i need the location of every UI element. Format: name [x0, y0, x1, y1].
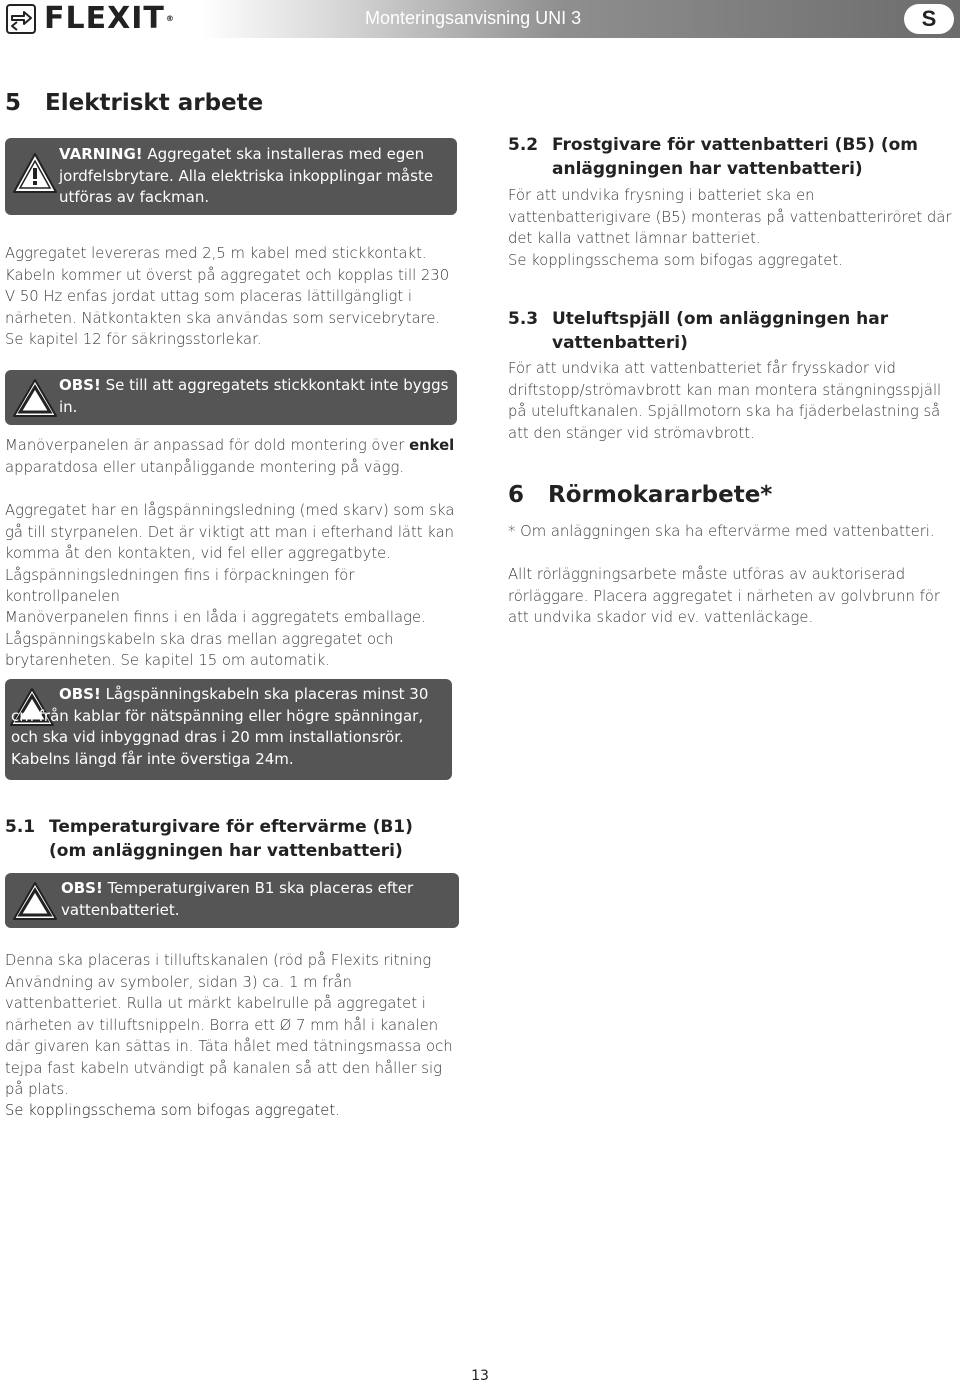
page-number: 13 — [471, 1368, 489, 1384]
section-5-heading — [5, 90, 263, 116]
paragraph: Se kopplingsschema som bifogas aggregatet. — [5, 1102, 340, 1119]
obs-box — [5, 679, 452, 780]
section-number: 5.3 — [508, 309, 539, 329]
warning-box — [5, 138, 457, 215]
warning-label: VARNING! — [59, 145, 143, 163]
brand-logo — [6, 3, 175, 35]
section-5-2-heading — [508, 133, 948, 181]
paragraph: Denna ska placeras i tilluftskanalen (röd på Flexits ritning Användning av symboler, sidan 3) ca. 1 m från vattenbatteriet. Rulla ut märkt kabelrulle på aggregatet i närheten av tilluftsnippeln. Borra ett Ø 7 mm hål i kanalen där givaren kan sättas in. Täta hålet med tätningsmassa och tejpa fast kabeln utvändigt på kanalen så att den håller sig på plats. — [5, 952, 453, 1098]
brand-name: FLEXIT® — [44, 1, 175, 36]
obs-label: OBS! — [61, 879, 103, 897]
paragraph: Manöverpanelen är anpassad för dold montering över enkel apparatdosa eller utanpåliggande montering på vägg. — [5, 437, 455, 476]
paragraph: Aggregatet har en lågspänningsledning (med skarv) som ska gå till styrpanelen. Det är viktigt att man i efterhand lätt kan komma åt den kontakten, vid fel eller aggregatbyte. Lågspänningsledningen fins i förpackningen för kontrollpanelen — [5, 502, 455, 605]
emphasis: enkel — [409, 437, 455, 454]
section-title: Frostgivare för vattenbatteri (B5) (om anläggningen har vattenbatteri) — [552, 135, 918, 179]
warning-triangle-icon — [12, 881, 58, 921]
section-number: 5.1 — [5, 817, 36, 837]
section-number: 6 — [508, 482, 525, 508]
paragraph: Se kopplingsschema som bifogas aggregatet. — [508, 252, 843, 269]
language-badge: S — [904, 4, 954, 34]
warning-icon — [12, 152, 58, 194]
obs-box — [5, 370, 457, 425]
obs-label: OBS! — [59, 376, 101, 394]
section-title: Temperaturgivare för eftervärme (B1) (om anläggningen har vattenbatteri) — [49, 817, 413, 861]
paragraph: Aggregatet levereras med 2,5 m kabel med stickkontakt. Kabeln kommer ut överst på aggregatet och kopplas till 230 V 50 Hz enfas jordat uttag som placeras lättillgängligt i närheten. Nätkontakten ska användas som servicebrytare. Se kapitel 12 för säkringsstorlekar. — [5, 245, 450, 348]
obs-text: OBS! Temperaturgivaren B1 ska placeras efter vattenbatteriet. — [61, 879, 414, 919]
section-title: Rörmokararbete* — [548, 482, 773, 508]
document-title: Monteringsanvisning UNI 3 — [365, 8, 582, 28]
obs-text: OBS! Lågspänningskabeln ska placeras minst 30 cm från kablar för nätspänning eller högre spänningar, och ska vid inbyggnad dras i 20 mm installationsrör. Kabelns längd får inte överstiga 24m. — [11, 685, 429, 768]
obs-text: OBS! Se till att aggregatets stickkontakt inte byggs in. — [59, 376, 449, 416]
section-title: Uteluftspjäll (om anläggningen har vattenbatteri) — [552, 309, 889, 353]
paragraph: Manöverpanelen finns i en låda i aggregatets emballage. Lågspänningskabeln ska dras mellan aggregatet och brytarenheten. Se kapitel 15 om automatik. — [5, 609, 426, 669]
flexit-logo-icon — [6, 4, 36, 34]
section-5-1-heading — [5, 815, 455, 863]
section-6-heading — [508, 482, 772, 508]
footnote: * Om anläggningen ska ha eftervärme med vattenbatteri. — [508, 523, 935, 540]
paragraph: För att undvika att vattenbatteriet får frysskador vid driftstopp/strömavbrott kan man montera stängningsspjäll på uteluftkanalen. Spjällmotorn ska ha fjäderbelastning så att den stänger vid strömavbrott. — [508, 360, 942, 442]
section-5-3-heading — [508, 307, 948, 355]
paragraph: Allt rörläggningsarbete måste utföras av auktoriserad rörläggare. Placera aggregatet i närheten av golvbrunn för att undvika skador vid ev. vattenläckage. — [508, 566, 940, 626]
obs-label: OBS! — [59, 685, 101, 703]
registered-mark: ® — [165, 14, 175, 23]
paragraph: För att undvika frysning i batteriet ska en vattenbatterigivare (B5) monteras på vattenbatteriröret där det kalla vattnet lämnar batteriet. — [508, 187, 952, 247]
section-number: 5.2 — [508, 135, 539, 155]
section-title: Elektriskt arbete — [45, 90, 264, 116]
warning-text: VARNING! Aggregatet ska installeras med egen jordfelsbrytare. Alla elektriska inkopplingar måste utföras av fackman. — [59, 145, 434, 206]
obs-box — [5, 873, 459, 928]
warning-triangle-icon — [12, 378, 58, 418]
section-number: 5 — [5, 90, 22, 116]
